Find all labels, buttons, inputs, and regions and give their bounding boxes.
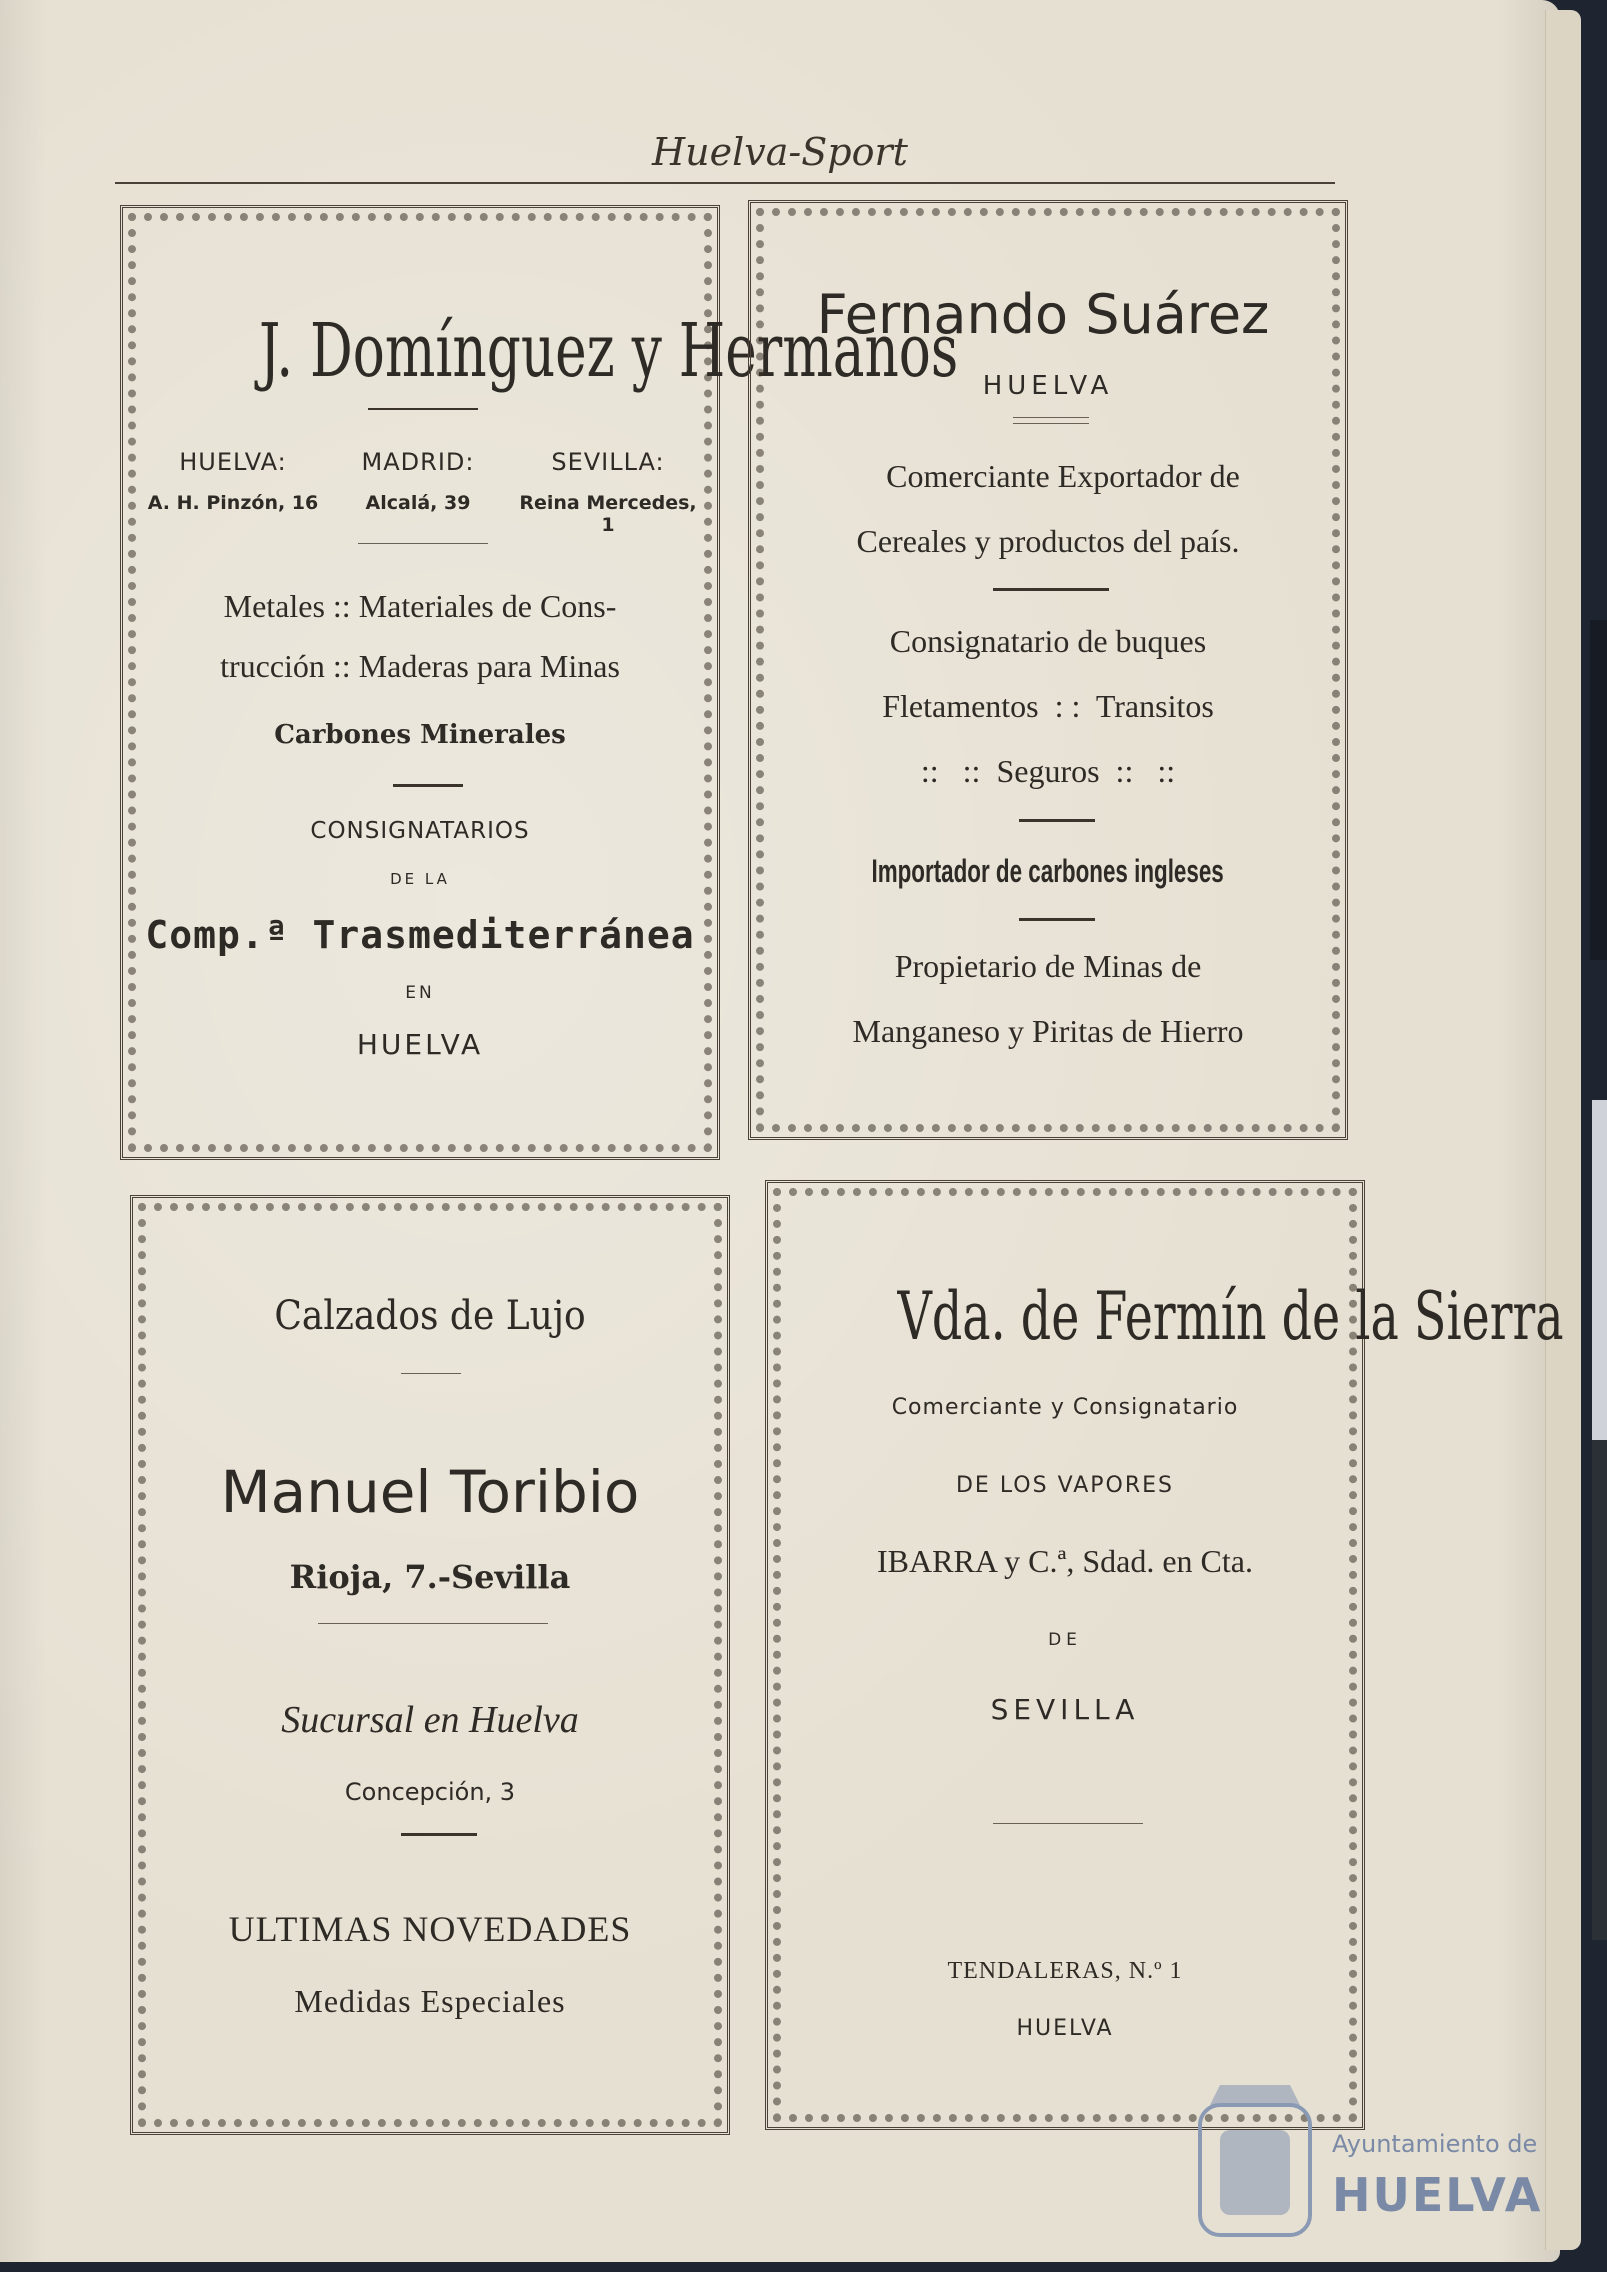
office-city: MADRID:: [361, 448, 475, 476]
background-strip: [1590, 620, 1607, 960]
ad-text: DE: [1048, 1630, 1082, 1650]
ornament-divider: [993, 1823, 1143, 1824]
ad-text: HUELVA: [1016, 2016, 1114, 2041]
ad-dominguez: [120, 205, 959, 1160]
ad-title: Vda. de Fermín de la Sierra: [897, 1278, 1564, 1355]
divider: [993, 588, 1109, 591]
ad-text: Cereales y productos del país.: [856, 523, 1240, 559]
ad-fermin-de-la-sierra: [765, 1180, 1564, 2130]
ad-text-bold: Rioja, 7.-Sevilla: [289, 1558, 571, 1596]
ad-text: ULTIMAS NOVEDADES: [228, 1909, 632, 1949]
ad-text: IBARRA y C.ª, Sdad. en Cta.: [877, 1543, 1253, 1579]
ad-text: Propietario de Minas de: [894, 948, 1202, 984]
ad-text: trucción :: Maderas para Minas: [220, 648, 620, 684]
office-address: Alcalá, 39: [365, 492, 471, 514]
ad-text-bold: [751, 853, 1345, 890]
divider: [393, 784, 463, 787]
divider: [318, 1623, 548, 1624]
ad-text-bold-inner: Importador de carbones ingleses: [871, 853, 1225, 889]
ad-text: Consignatario de buques: [889, 623, 1207, 659]
ornament-divider: [401, 1373, 461, 1374]
watermark-text: Ayuntamiento de: [1332, 2130, 1538, 2158]
page-edge: [1545, 10, 1581, 2250]
ad-title: Fernando Suárez: [816, 283, 1270, 346]
office-city: SEVILLA:: [551, 448, 665, 476]
ad-text: Comerciante y Consignatario: [891, 1395, 1239, 1420]
ornament-divider: [358, 543, 488, 544]
ad-manuel-toribio: [130, 1195, 730, 2135]
ad-text: DE LOS VAPORES: [955, 1473, 1174, 1498]
ad-text: Medidas Especiales: [294, 1983, 566, 2019]
ad-text: Concepción, 3: [344, 1778, 516, 1806]
ad-text: EN: [405, 983, 435, 1003]
ad-text: DE LA: [390, 870, 450, 888]
page-header: Huelva-Sport: [652, 130, 908, 174]
background-strip: [1592, 1100, 1607, 1440]
divider: [1019, 819, 1095, 822]
ad-title: J. Domínguez y Hermanos: [258, 308, 959, 394]
office-city: HUELVA:: [179, 448, 287, 476]
ad-text: TENDALERAS, N.º 1: [947, 1958, 1183, 1984]
ad-text-italic: Sucursal en Huelva: [281, 1699, 579, 1741]
ad-subtitle: HUELVA: [982, 371, 1114, 401]
background-strip: [1592, 1440, 1607, 1940]
ad-text: Fletamentos : : Transitos: [882, 688, 1214, 724]
ad-text: Metales :: Materiales de Cons-: [223, 588, 617, 624]
divider: [1013, 423, 1089, 424]
ad-title: Manuel Toribio: [220, 1458, 640, 1526]
divider: [1019, 918, 1095, 921]
header-rule: [115, 182, 1335, 184]
ad-text: HUELVA: [356, 1028, 484, 1061]
watermark-text: HUELVA: [1332, 2168, 1543, 2222]
office-address: A. H. Pinzón, 16: [147, 492, 319, 514]
office-address: Reina Mercedes, 1: [519, 492, 697, 536]
title-underline: [368, 408, 478, 410]
ad-fernando-suarez: [748, 200, 1348, 1140]
office-madrid: [328, 448, 508, 514]
ad-text: Comerciante Exportador de: [886, 458, 1240, 494]
ad-text: Manganeso y Piritas de Hierro: [852, 1013, 1244, 1049]
divider: [1013, 417, 1089, 418]
office-sevilla: [513, 448, 703, 536]
office-huelva: [143, 448, 323, 514]
ad-text-bold: Carbones Minerales: [274, 720, 566, 750]
ad-text: CONSIGNATARIOS: [310, 818, 530, 844]
ad-title-wrap: [768, 1278, 1564, 1355]
ad-text: Calzados de Lujo: [274, 1293, 586, 1339]
ad-text: :: :: Seguros :: ::: [920, 753, 1176, 789]
ad-text-emphasis: Comp.ª Trasmediterránea: [145, 913, 695, 957]
ad-text: SEVILLA: [990, 1693, 1140, 1726]
divider: [401, 1833, 477, 1836]
